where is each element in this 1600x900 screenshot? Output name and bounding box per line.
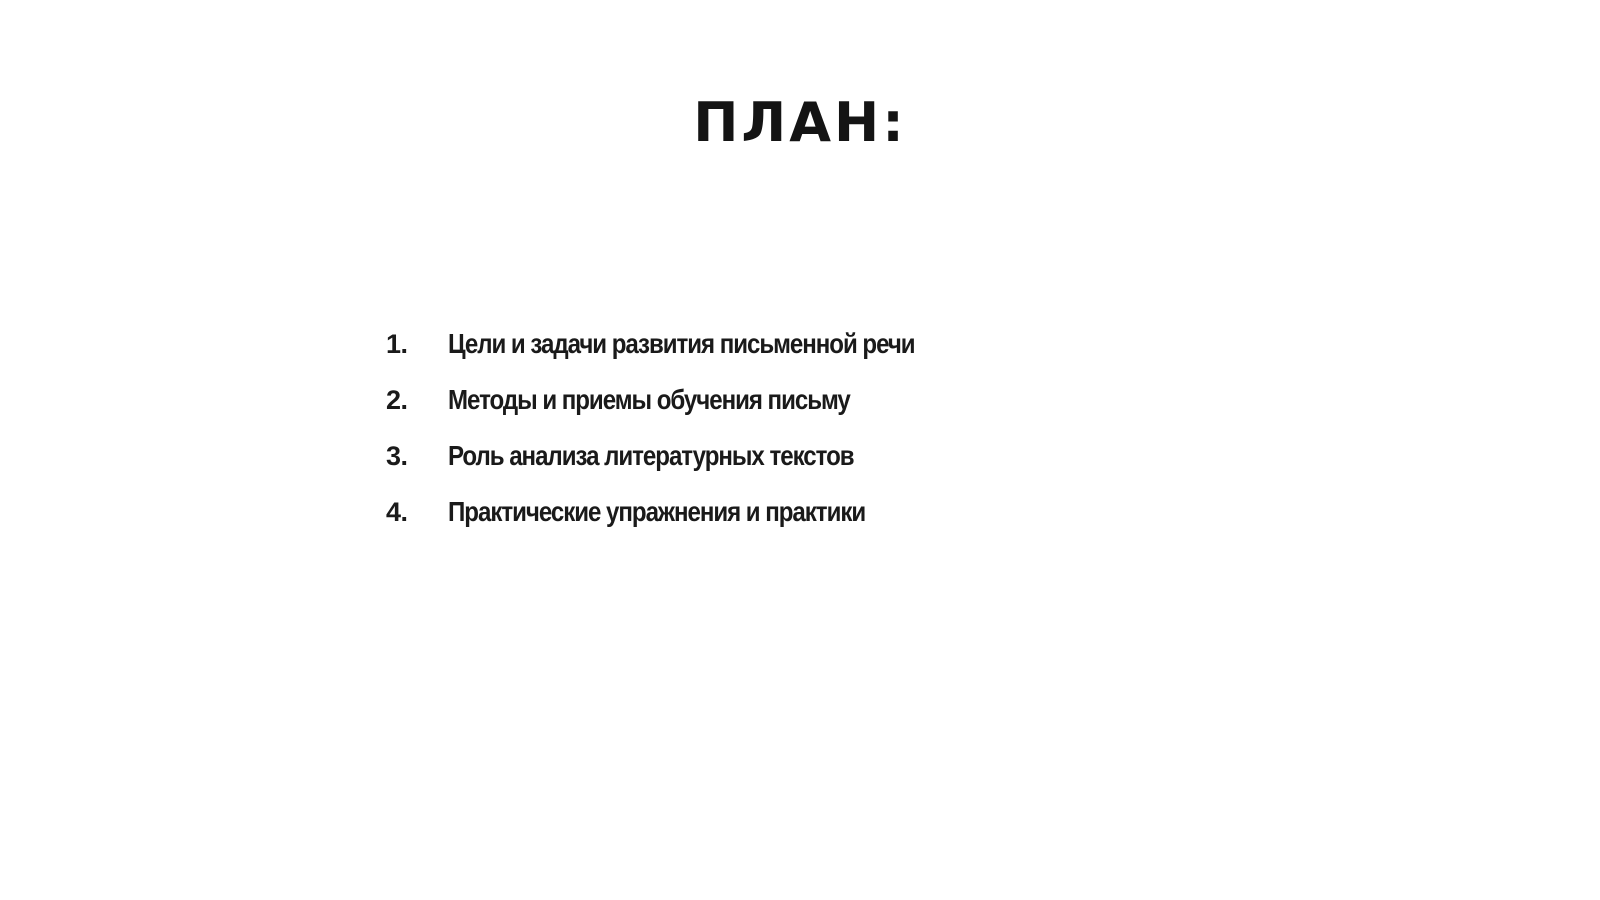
plan-item-text: Цели и задачи развития письменной речи	[448, 328, 915, 359]
plan-list	[386, 322, 991, 546]
plan-item-text: Методы и приемы обучения письму	[448, 384, 850, 415]
slide-title: ПЛАН:	[693, 91, 907, 154]
plan-item-number: 1.	[386, 329, 408, 359]
plan-item-text: Роль анализа литературных текстов	[448, 440, 854, 471]
plan-item-3	[386, 434, 991, 490]
plan-item-1	[386, 322, 991, 378]
plan-item-2	[386, 378, 991, 434]
plan-item-number: 4.	[386, 497, 408, 527]
plan-item-number: 2.	[386, 385, 408, 415]
plan-item-number: 3.	[386, 441, 408, 471]
plan-item-text: Практические упражнения и практики	[448, 496, 866, 527]
plan-item-4	[386, 490, 991, 546]
